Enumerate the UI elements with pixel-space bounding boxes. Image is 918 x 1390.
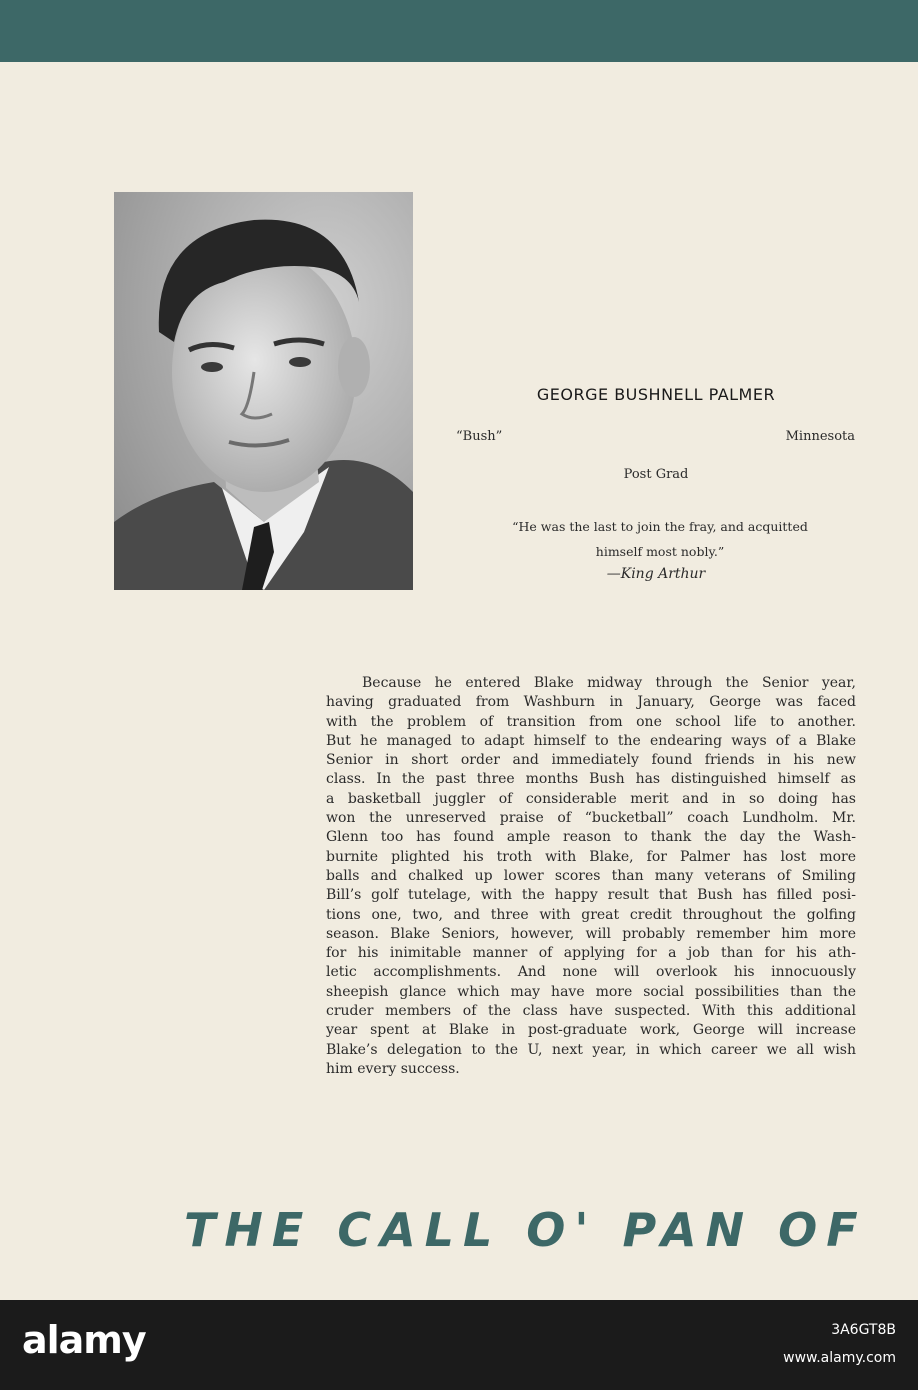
student-home-state: Minnesota <box>785 429 855 444</box>
student-status: Post Grad <box>623 467 689 482</box>
bio-line: letic accomplishments. And none will overlook his innocuously <box>326 964 856 981</box>
watermark-logo: alamy <box>22 1318 146 1362</box>
bio-line: him every success. <box>326 1060 460 1077</box>
bio-line: with the problem of transition from one school life to another. <box>326 713 856 730</box>
bio-line: for his inimitable manner of applying for a job than for his ath- <box>326 945 856 962</box>
quote-line: “He was the last to join the fray, and acquitted <box>512 519 808 534</box>
bio-line: class. In the past three months Bush has distinguished himself as <box>326 771 856 788</box>
quote-line: himself most nobly.” <box>595 544 725 559</box>
quote-attribution: —King Arthur <box>606 566 706 582</box>
bio-line: burnite plighted his troth with Blake, for Palmer has lost more <box>326 848 856 865</box>
bio-line: season. Blake Seniors, however, will probably remember him more <box>326 925 856 942</box>
bio-line: year spent at Blake in post-graduate work, George will increase <box>326 1022 856 1039</box>
bio-line: a basketball juggler of considerable merit and in so doing has <box>326 790 856 807</box>
top-color-band <box>0 0 918 62</box>
bio-line: Senior in short order and immediately found friends in his new <box>326 752 856 769</box>
senior-quote <box>450 514 870 564</box>
bio-line: won the unreserved praise of “bucketball” coach Lundholm. Mr. <box>326 810 856 827</box>
bio-line: Glenn too has found ample reason to thank the day the Wash- <box>326 829 856 846</box>
bio-line: cruder members of the class have suspected. With this additional <box>326 1003 856 1020</box>
yearbook-title: THE CALL O' PAN OF <box>184 1203 867 1257</box>
bio-line: Because he entered Blake midway through the Senior year, <box>362 675 856 691</box>
portrait-photo <box>114 192 413 590</box>
bio-line: sheepish glance which may have more social possibilities than the <box>326 983 856 1000</box>
bio-line: tions one, two, and three with great credit throughout the golfing <box>326 906 856 923</box>
student-nickname: “Bush” <box>456 429 503 444</box>
watermark-url: www.alamy.com <box>783 1350 896 1366</box>
bio-line: But he managed to adapt himself to the endearing ways of a Blake <box>326 732 856 749</box>
biography-paragraph <box>326 674 856 1079</box>
bio-line: having graduated from Washburn in January, George was faced <box>326 694 856 711</box>
watermark-image-id: 3A6GT8B <box>831 1322 896 1338</box>
bio-line: balls and chalked up lower scores than many veterans of Smiling <box>326 867 856 884</box>
bio-line: Bill’s golf tutelage, with the happy result that Bush has filled posi- <box>326 887 856 904</box>
portrait-illustration <box>114 192 413 590</box>
student-name: GEORGE BUSHNELL PALMER <box>536 385 776 404</box>
bio-line: Blake’s delegation to the U, next year, in which career we all wish <box>326 1041 856 1058</box>
